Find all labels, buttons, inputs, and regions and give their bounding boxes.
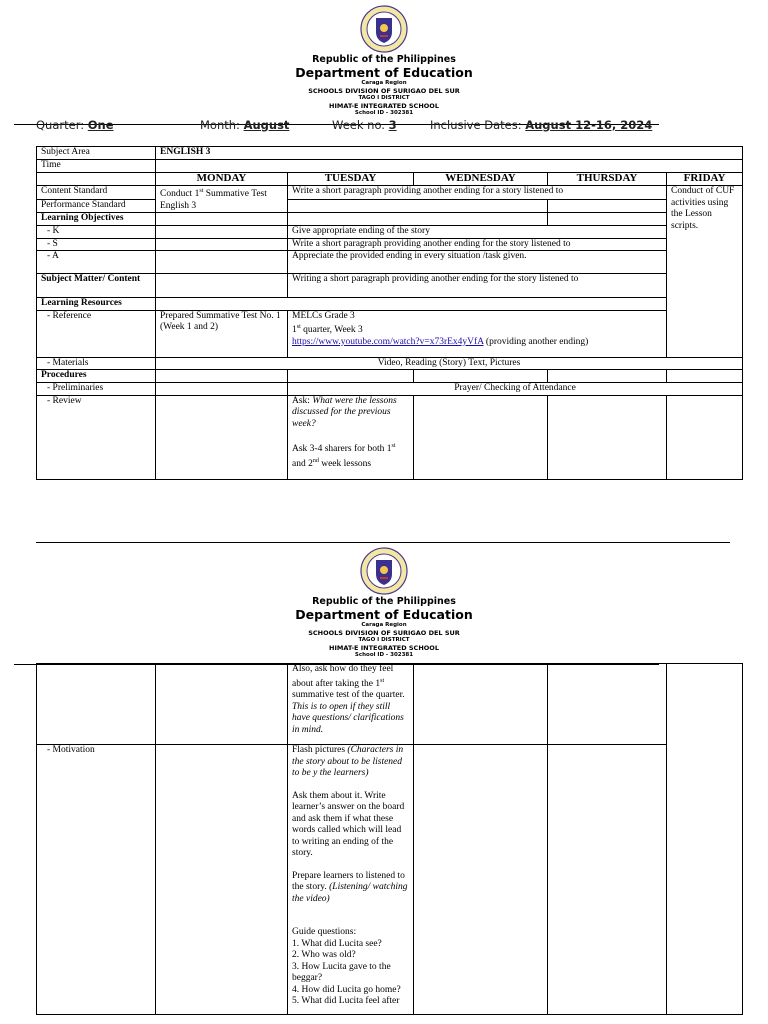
reference-quarter: 1st quarter, Week 3: [292, 324, 363, 336]
day-thursday: THURSDAY: [548, 173, 667, 186]
youtube-link[interactable]: https://www.youtube.com/watch?v=x73rEx4yVfA: [292, 336, 484, 347]
objective-a-value: Appreciate the provided ending in every situation /task given.: [288, 251, 667, 274]
month-field: Month: August: [200, 118, 290, 132]
time-label: Time: [37, 160, 156, 173]
materials-value: Video, Reading (Story) Text, Pictures: [156, 357, 743, 370]
page-separator: [36, 542, 730, 543]
reference-value: [288, 310, 667, 357]
school-text: HIMAT-E INTEGRATED SCHOOL: [329, 102, 439, 110]
deped-seal-icon: [358, 546, 410, 596]
content-standard-label: Content Standard: [37, 186, 156, 200]
day-friday: FRIDAY: [667, 173, 743, 186]
week-field: Week no. 3: [332, 118, 397, 132]
info-line: [36, 118, 736, 134]
reference-monday: Prepared Summative Test No. 1 (Week 1 and 2): [156, 310, 288, 357]
objective-a-label: - A: [37, 251, 156, 274]
dates-field: Inclusive Dates: August 12-16, 2024: [430, 118, 653, 132]
day-wednesday: WEDNESDAY: [414, 173, 548, 186]
performance-standard-label: Performance Standard: [37, 199, 156, 213]
subject-matter-value: Writing a short paragraph providing another ending for the story listened to: [288, 274, 667, 298]
objective-s-label: - S: [37, 238, 156, 251]
objective-k-value: Give appropriate ending of the story: [288, 226, 667, 239]
objective-s-value: Write a short paragraph providing another ending for the story listened to: [288, 238, 667, 251]
department-text: Department of Education: [295, 607, 473, 622]
page1-header: [0, 4, 768, 117]
motivation-tuesday: Flash pictures (Characters in the story about to be listened to be y the learners) Ask them about it. Write learner’s answer on the board and ask them if what these words called which will lead to writing an ending of the story. Prepare learners to listened to the story. (Listening/ watching the video) Guide questions: 1. What did Lucita see? 2. Who was old? 3. How Lucita gave to the beggar? 4. How did Lucita go home? 5. What did Lucita feel after: [288, 745, 414, 1015]
page2-header: [0, 546, 768, 659]
subject-matter-label: Subject Matter/ Content: [37, 274, 156, 298]
lesson-plan-table-page2: [36, 663, 743, 1015]
school-id-text: School ID - 302381: [354, 110, 414, 116]
learning-resources-label: Learning Resources: [37, 298, 156, 311]
republic-text: Republic of the Philippines: [312, 54, 456, 65]
republic-text: Republic of the Philippines: [312, 596, 456, 607]
department-text: Department of Education: [295, 65, 473, 80]
division-text: SCHOOLS DIVISION OF SURIGAO DEL SUR: [308, 629, 460, 637]
day-monday: MONDAY: [156, 173, 288, 186]
review-tuesday: Ask: What were the lessons discussed for the previous week? Ask 3-4 sharers for both 1st and 2nd week lessons: [288, 395, 414, 479]
region-text: Caraga Region: [361, 80, 407, 86]
reference-label: - Reference: [37, 310, 156, 357]
day-tuesday: TUESDAY: [288, 173, 414, 186]
subject-area-label: Subject Area: [37, 147, 156, 160]
subject-area-value: ENGLISH 3: [156, 147, 743, 160]
school-text: HIMAT-E INTEGRATED SCHOOL: [329, 644, 439, 652]
preliminaries-label: - Preliminaries: [37, 382, 156, 395]
school-id-text: School ID - 302381: [354, 652, 414, 658]
monday-conduct-test: Conduct 1st Summative Test English 3: [156, 186, 288, 213]
quarter-field: Quarter: One: [36, 118, 114, 132]
deped-seal-icon: [358, 4, 410, 54]
objective-k-label: - K: [37, 226, 156, 239]
region-text: Caraga Region: [361, 622, 407, 628]
district-text: TAGO I DISTRICT: [358, 637, 410, 643]
preliminaries-value: Prayer/ Checking of Attendance: [288, 382, 743, 395]
learning-objectives-label: Learning Objectives: [37, 213, 156, 226]
review-label: - Review: [37, 395, 156, 479]
motivation-label: - Motivation: [37, 745, 156, 1015]
district-text: TAGO I DISTRICT: [358, 95, 410, 101]
division-text: SCHOOLS DIVISION OF SURIGAO DEL SUR: [308, 87, 460, 95]
materials-label: - Materials: [37, 357, 156, 370]
content-standard-value: Write a short paragraph providing another ending for a story listened to: [288, 186, 667, 200]
review-continued: Also, ask how do they feel about after taking the 1st summative test of the quarter. This is to open if they still have questions/ clarifications in mind.: [288, 664, 414, 745]
friday-cuf-note: Conduct of CUF activities using the Lesson scripts.: [667, 186, 743, 358]
lesson-plan-table-page1: [36, 146, 743, 480]
reference-link-note: (providing another ending): [483, 336, 589, 347]
reference-melcs: MELCs Grade 3: [292, 310, 355, 321]
procedures-label: Procedures: [37, 370, 156, 383]
